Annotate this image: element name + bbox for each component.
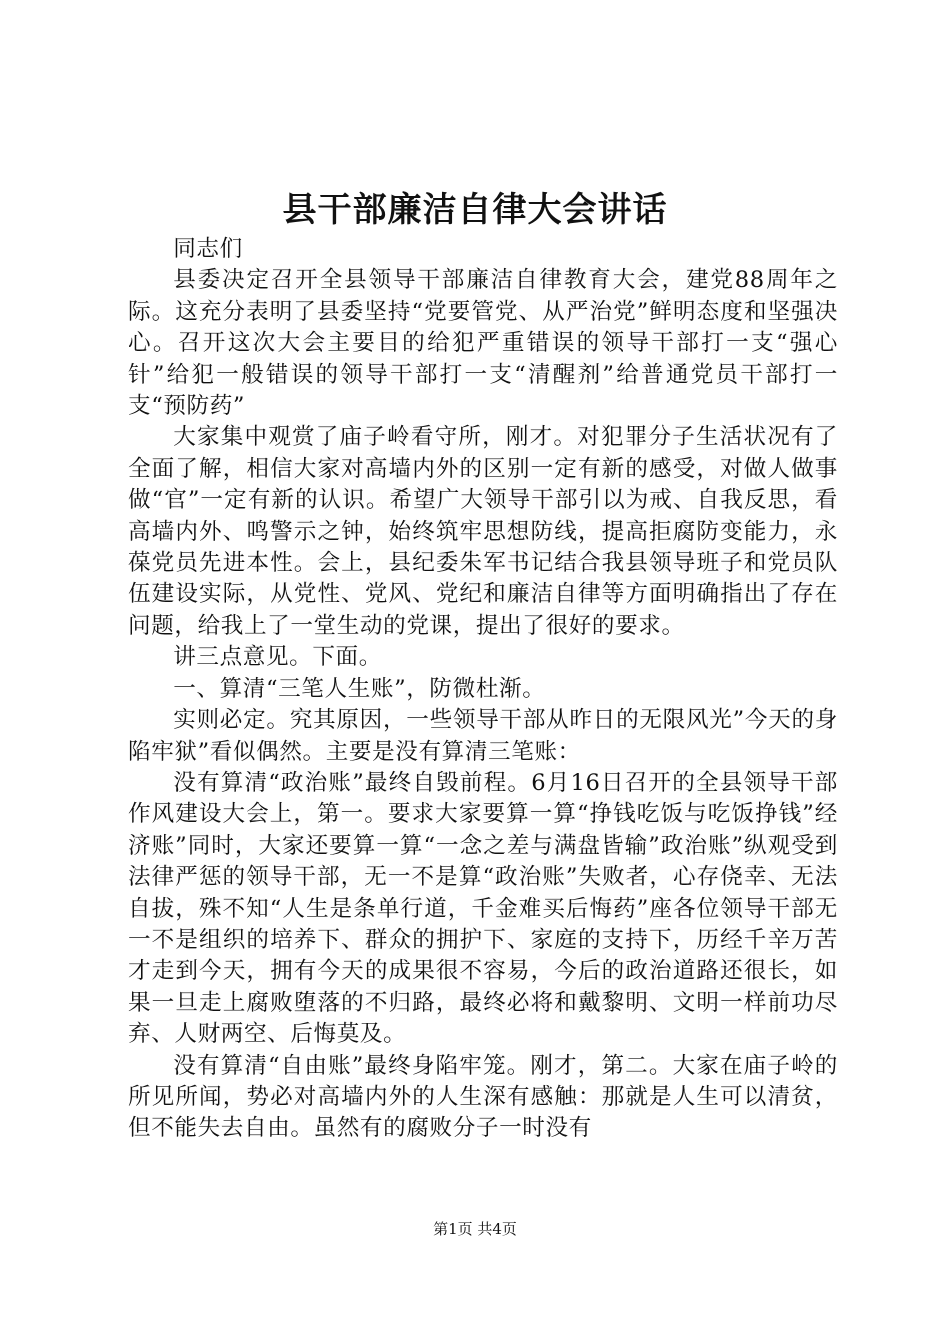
document-title: 县干部廉洁自律大会讲话 [282,190,668,230]
paragraph-3: 讲三点意见。下面。 [173,644,382,671]
section-heading-1: 一、算清“三笔人生账”，防微杜渐。 [173,675,546,702]
paragraph-salutation: 同志们 [173,236,243,262]
paragraph-6: 没有算清“自由账”最终身陷牢笼。刚才，第二。大家在庙子岭的所见所闻，势必对高墙内外的人生深有感触：那就是人生可以清贫，但不能失去自由。虽然有的腐败分子一时没有 [128,1052,838,1142]
document-body [128,234,838,1145]
page-number-footer: 第1页 共4页 [433,1220,517,1238]
paragraph-5: 没有算清“政治账”最终自毁前程。6月16日召开的全县领导干部作风建设大会上，第一。要求大家要算一算“挣钱吃饭与吃饭挣钱”经济账”同时，大家还要算一算“一念之差与满盘皆输”政治账”纵观受到法律严惩的领导干部，无一不是算“政治账”失败者，心存侥幸、无法自拔，殊不知“人生是条单行道，千金难买后悔药”座各位领导干部无一不是组织的培养下、群众的拥护下、家庭的支持下，历经千辛万苦才走到今天，拥有今天的成果很不容易，今后的政治道路还很长，如果一旦走上腐败堕落的不归路，最终必将和戴黎明、文明一样前功尽弃、人财两空、后悔莫及。 [128,769,838,1048]
paragraph-1: 县委决定召开全县领导干部廉洁自律教育大会，建党88周年之际。这充分表明了县委坚持“党要管党、从严治党”鲜明态度和坚强决心。召开这次大会主要目的给犯严重错误的领导干部打一支“强心针”给犯一般错误的领导干部打一支“清醒剂”给普通党员干部打一支“预防药” [128,267,838,420]
paragraph-2: 大家集中观赏了庙子岭看守所，刚才。对犯罪分子生活状况有了全面了解，相信大家对高墙内外的区别一定有新的感受，对做人做事做“官”一定有新的认识。希望广大领导干部引以为戒、自我反思，看高墙内外、鸣警示之钟，始终筑牢思想防线，提高拒腐防变能力，永葆党员先进本性。会上，县纪委朱军书记结合我县领导班子和党员队伍建设实际，从党性、党风、党纪和廉洁自律等方面明确指出了存在问题，给我上了一堂生动的党课，提出了很好的要求。 [128,424,838,639]
paragraph-4: 实则必定。究其原因，一些领导干部从昨日的无限风光”今天的身陷牢狱”看似偶然。主要是没有算清三笔账： [128,707,838,765]
